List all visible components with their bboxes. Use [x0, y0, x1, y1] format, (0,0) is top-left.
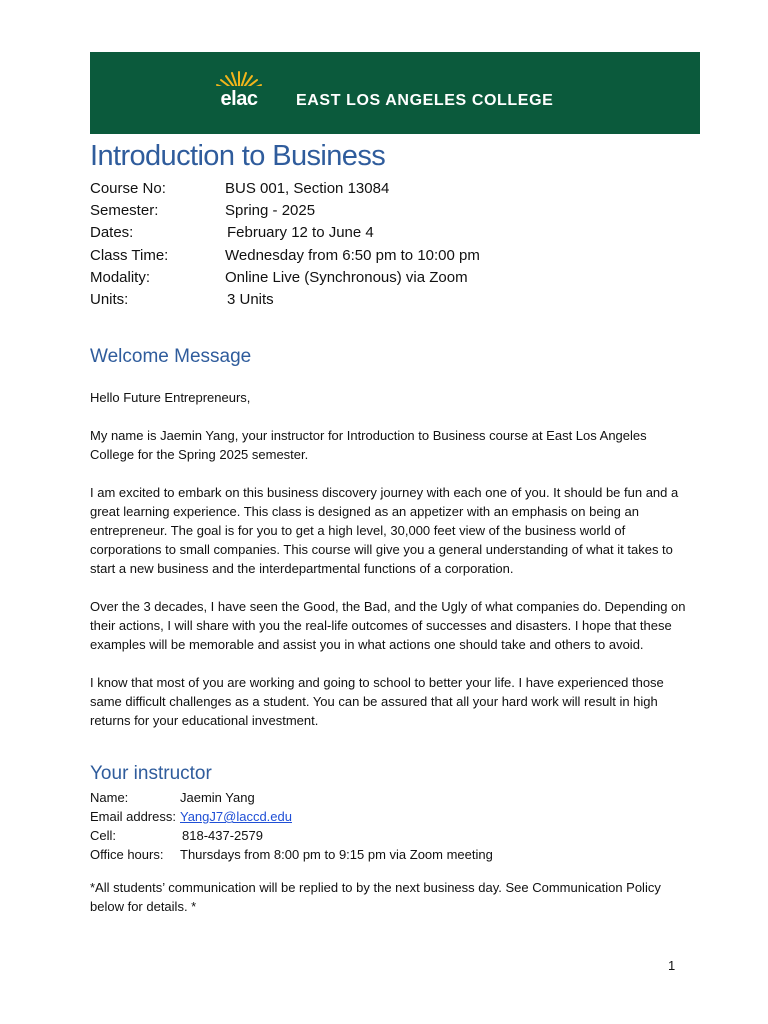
welcome-message	[90, 388, 690, 749]
instructor-hours-row	[90, 845, 493, 864]
welcome-paragraph: I am excited to embark on this business discovery journey with each one of you. It should be fun and a great learning experience. This class is designed as an appetizer with an emphasis on being an entrepreneur. The goal is for you to get a high level, 30,000 feet view of the business world of corporations to small companies. This course will give you a general understanding of what it takes to start a new business and the interdepartmental functions of a corporation.	[90, 485, 679, 576]
info-row-course-no	[90, 178, 480, 200]
info-label: Units:	[90, 291, 129, 309]
instructor-cell: 818-437-2579	[182, 828, 263, 843]
course-info	[90, 178, 480, 311]
welcome-paragraph: My name is Jaemin Yang, your instructor for Introduction to Business course at East Los Angeles College for the Spring 2025 semester.	[90, 428, 647, 462]
info-label: Modality:	[90, 268, 151, 286]
info-label: Course No:	[90, 180, 166, 197]
info-label: Dates:	[90, 224, 134, 242]
instructor-cell-row	[90, 826, 493, 845]
page-number: 1	[668, 958, 676, 973]
instructor-info	[90, 788, 493, 864]
welcome-heading: Welcome Message	[90, 346, 252, 367]
instructor-name-row	[90, 788, 493, 807]
email-label: Email address:	[90, 809, 176, 824]
communication-note: *All students’ communication will be replied to by the next business day. See Communication Policy below for details. *	[90, 880, 661, 914]
info-value: Wednesday from 6:50 pm to 10:00 pm	[225, 246, 480, 264]
info-label: Class Time:	[90, 246, 169, 264]
info-label: Semester:	[90, 202, 159, 220]
welcome-paragraph: I know that most of you are working and going to school to better your life. I have experienced those same difficult challenges as a student. You can be assured that all your hard work will result in high returns for your educational investment.	[90, 675, 664, 728]
instructor-heading: Your instructor	[90, 763, 212, 784]
info-value: BUS 001, Section 13084	[225, 180, 390, 197]
instructor-name: Jaemin Yang	[180, 790, 255, 805]
hours-label: Office hours:	[90, 847, 164, 862]
info-row-semester	[90, 200, 480, 222]
info-value: Online Live (Synchronous) via Zoom	[225, 268, 468, 286]
welcome-paragraph: Over the 3 decades, I have seen the Good, the Bad, and the Ugly of what companies do. Depending on their actions, I will share with you the real-life outcomes of successes and disasters. I hope that these examples will be memorable and assist you in what actions one should take and others to avoid.	[90, 599, 686, 652]
info-row-dates	[90, 222, 480, 244]
name-label: Name:	[90, 790, 129, 805]
instructor-email-row	[90, 807, 493, 826]
college-name: EAST LOS ANGELES COLLEGE	[296, 92, 554, 109]
welcome-paragraph: Hello Future Entrepreneurs,	[90, 390, 251, 405]
info-value: 3 Units	[227, 291, 274, 309]
info-row-units	[90, 289, 480, 311]
college-logo	[206, 66, 272, 118]
info-value: February 12 to June 4	[227, 224, 374, 242]
logo-text: elac	[220, 88, 258, 110]
info-value: Spring - 2025	[225, 202, 316, 220]
info-row-modality	[90, 267, 480, 289]
course-title: Introduction to Business	[90, 140, 386, 172]
email-link[interactable]: YangJ7@laccd.edu	[180, 809, 292, 824]
cell-label: Cell:	[90, 828, 117, 843]
info-row-class-time	[90, 245, 480, 267]
office-hours: Thursdays from 8:00 pm to 9:15 pm via Zoom meeting	[180, 847, 493, 862]
